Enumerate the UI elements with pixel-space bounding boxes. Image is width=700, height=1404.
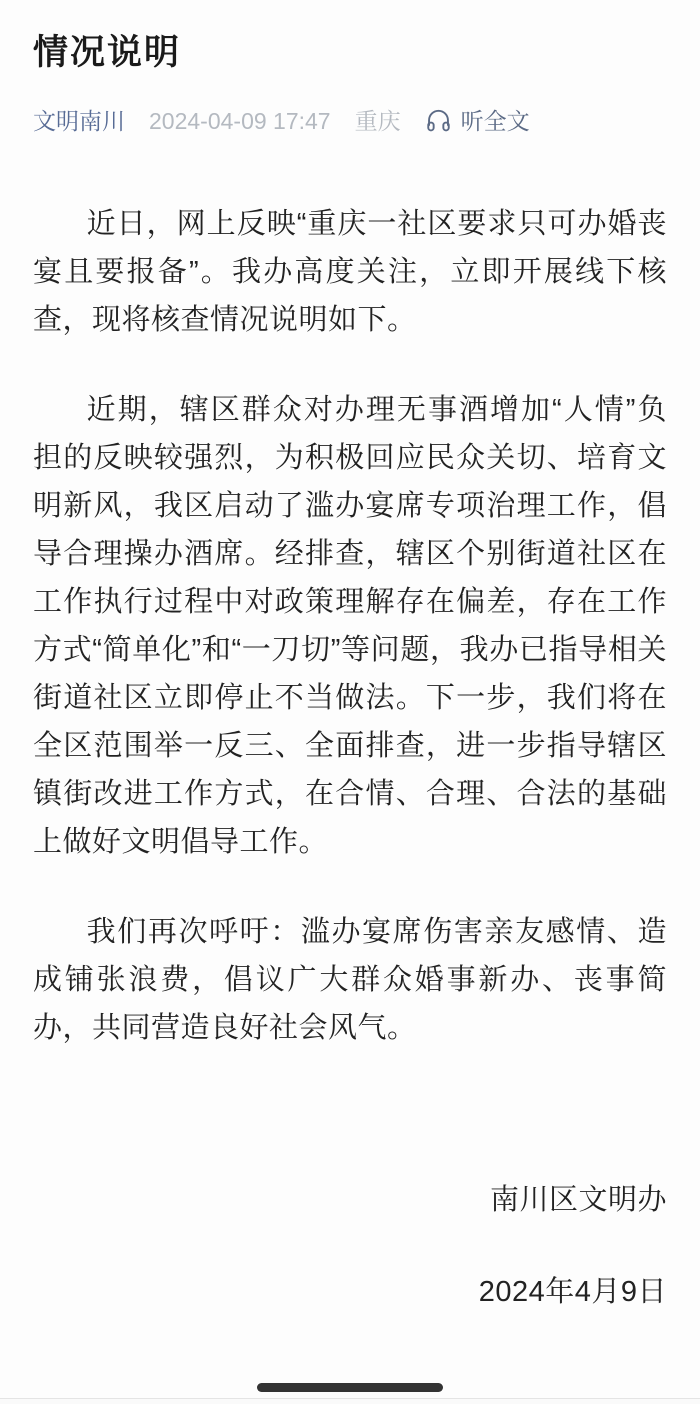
headphones-icon: [425, 107, 452, 134]
home-indicator[interactable]: [257, 1383, 443, 1392]
paragraph-2: 近期，辖区群众对办理无事酒增加“人情”负担的反映较强烈，为积极回应民众关切、培育文明新风，我区启动了滥办宴席专项治理工作，倡导合理操办酒席。经排查，辖区个别街道社区在工作执行过程中对政策理解存在偏差，存在工作方式“简单化”和“一刀切”等问题，我办已指导相关街道社区立即停止不当做法。下一步，我们将在全区范围举一反三、全面排查，进一步指导辖区镇街改进工作方式，在合情、合理、合法的基础上做好文明倡导工作。: [33, 393, 667, 858]
listen-label: 听全文: [460, 107, 530, 134]
article-title: 情况说明: [33, 33, 182, 72]
paragraph-1: 近日，网上反映“重庆一社区要求只可办婚丧宴且要报备”。我办高度关注，立即开展线下核查，现将核查情况说明如下。: [33, 207, 667, 336]
article-body: [33, 200, 667, 1316]
listen-full-text-button[interactable]: [425, 106, 530, 136]
publish-datetime: 2024-04-09 17:47: [149, 107, 331, 134]
byline: [33, 106, 667, 136]
signature: 南川区文明办: [489, 1183, 667, 1216]
paragraph-3: 我们再次呼吁：滥办宴席伤害亲友感情、造成铺张浪费，倡议广大群众婚事新办、丧事简办，共同营造良好社会风气。: [33, 915, 667, 1044]
bottom-edge-divider: [0, 1398, 700, 1404]
signature-date: 2024年4月9日: [478, 1275, 667, 1308]
publish-location: 重庆: [354, 107, 401, 134]
account-name-link[interactable]: 文明南川: [33, 107, 125, 134]
